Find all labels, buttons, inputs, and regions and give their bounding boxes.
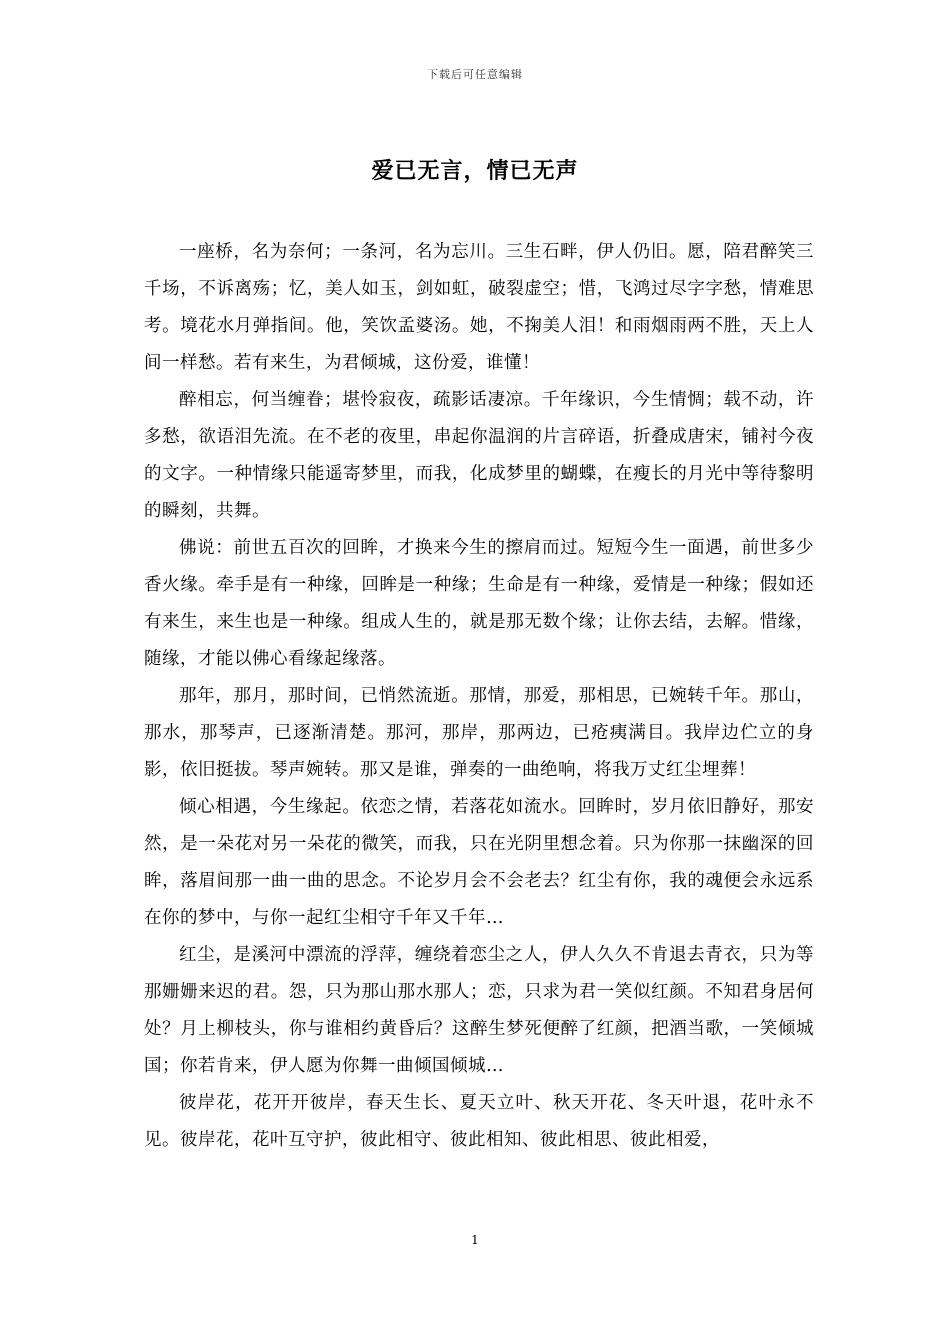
document-body <box>144 234 814 1159</box>
header-note: 下载后可任意编辑 <box>427 68 523 81</box>
paragraph-2: 醉相忘，何当缠眷；堪怜寂夜，疏影话凄凉。千年缘识，今生情惆；载不动，许多愁，欲语泪先流。在不老的夜里，串起你温润的片言碎语，折叠成唐宋，铺衬今夜的文字。一种情缘只能遥寄梦里，而我，化成梦里的蝴蝶，在瘦长的月光中等待黎明的瞬刻，共舞。 <box>144 390 814 521</box>
paragraph-7: 彼岸花，花开开彼岸，春天生长、夏天立叶、秋天开花、冬天叶退，花叶永不见。彼岸花，花叶互守护，彼此相守、彼此相知、彼此相思、彼此相爱， <box>144 1093 814 1150</box>
paragraph-6: 红尘，是溪河中漂流的浮萍，缠绕着恋尘之人，伊人久久不肯退去青衣，只为等那姗姗来迟的君。怨，只为那山那水那人；恋，只求为君一笑似红颜。不知君身居何处？月上柳枝头，你与谁相约黄昏后？这醉生梦死便醉了红颜，把酒当歌，一笑倾城国；你若肯来，伊人愿为你舞一曲倾国倾城… <box>144 945 814 1076</box>
page-number: 1 <box>471 1233 479 1247</box>
paragraph-1: 一座桥，名为奈何；一条河，名为忘川。三生石畔，伊人仍旧。愿，陪君醉笑三千场，不诉离殇；忆，美人如玉，剑如虹，破裂虚空；惜，飞鸿过尽字字愁，情难思考。境花水月弹指间。他，笑饮孟婆汤。她，不掬美人泪！和雨烟雨两不胜，天上人间一样愁。若有来生，为君倾城，这份爱，谁懂！ <box>144 242 814 373</box>
paragraph-5: 倾心相遇，今生缘起。依恋之情，若落花如流水。回眸时，岁月依旧静好，那安然，是一朵花对另一朵花的微笑，而我，只在光阴里想念着。只为你那一抹幽深的回眸，落眉间那一曲一曲的思念。不论岁月会不会老去？红尘有你，我的魂便会永远系在你的梦中，与你一起红尘相守千年又千年… <box>144 797 814 928</box>
paragraph-3: 佛说：前世五百次的回眸，才换来今生的擦肩而过。短短今生一面遇，前世多少香火缘。牵手是有一种缘，回眸是一种缘；生命是有一种缘，爱情是一种缘；假如还有来生，来生也是一种缘。组成人生的，就是那无数个缘；让你去结，去解。惜缘，随缘，才能以佛心看缘起缘落。 <box>144 538 814 669</box>
paragraph-4: 那年，那月，那时间，已悄然流逝。那情，那爱，那相思，已婉转千年。那山，那水，那琴声，已逐渐清楚。那河，那岸，那两边，已疮痍满目。我岸边伫立的身影，依旧挺拔。琴声婉转。那又是谁，弹奏的一曲绝响，将我万丈红尘埋葬！ <box>144 686 814 780</box>
document-title: 爱已无言，情已无声 <box>371 158 579 184</box>
